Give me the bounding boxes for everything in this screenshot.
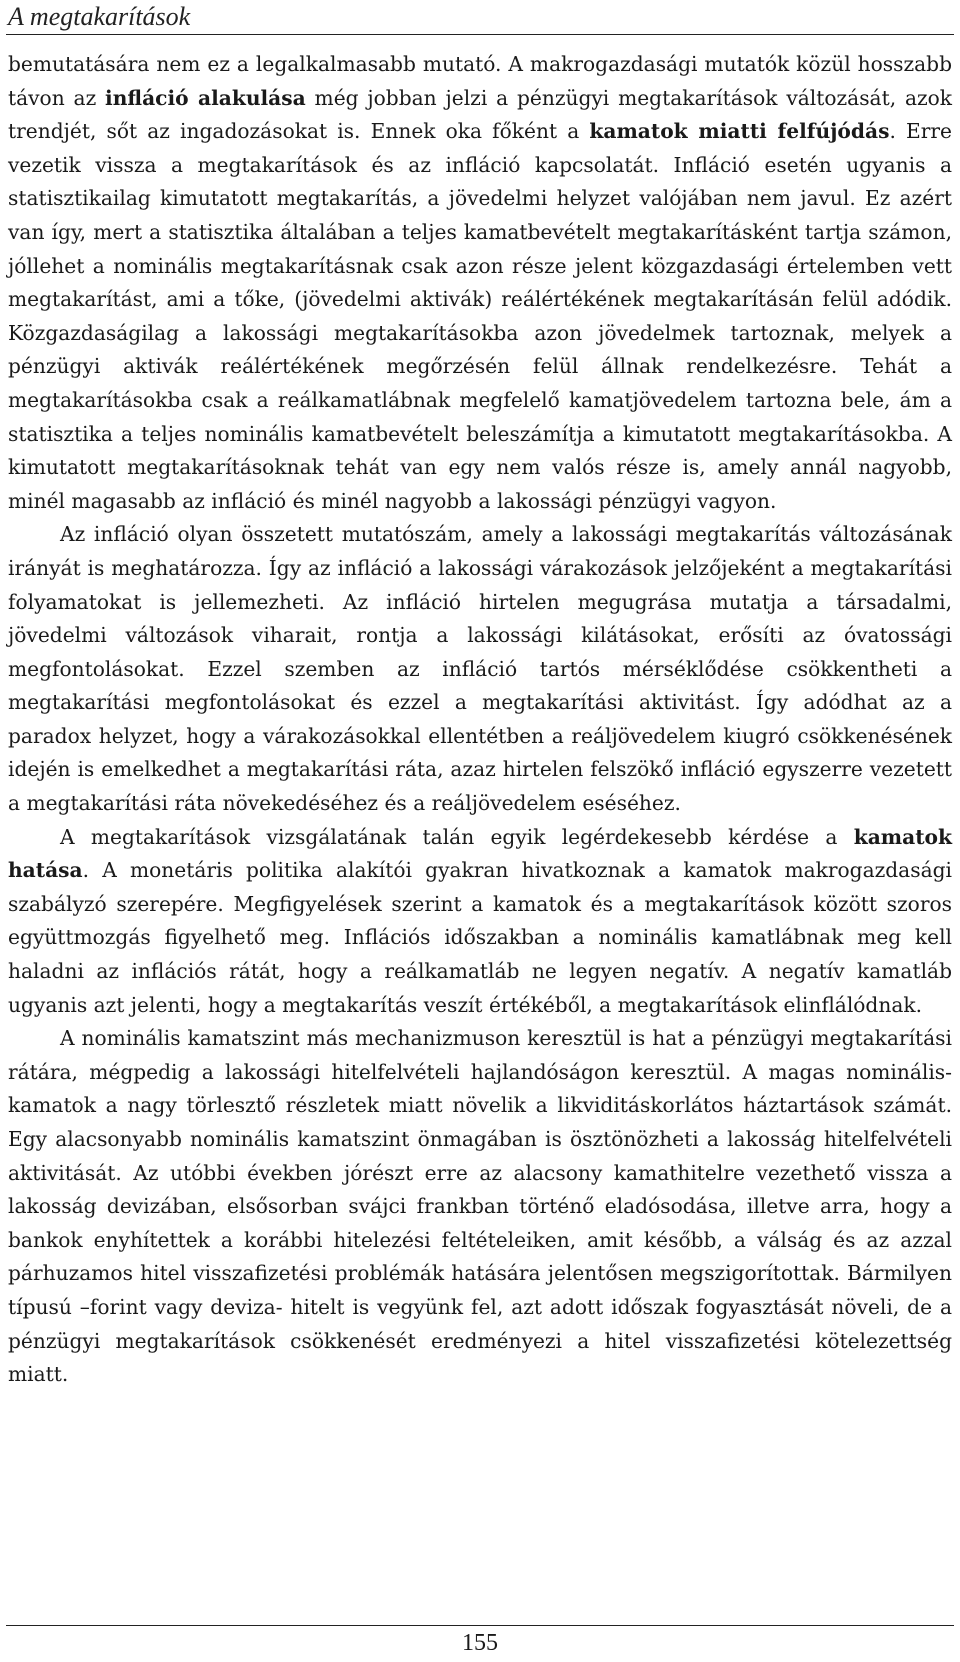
paragraph (8, 1022, 952, 1392)
bold-phrase: kamatok miatti felfújódás (589, 119, 890, 144)
body-text (8, 48, 952, 1392)
text-run: . Erre vezetik vissza a megtakarítások és az infláció kapcsolatát. Infláció esetén ugyanis a statisztikailag kimutatott megtakarítás, a jövedelmi helyzet valójában nem javul. Ez azért van így, mert a statisztika általában a teljes kamatbevételt megtakarításként tartja számon, jóllehet a nominális megtakarításnak csak azon része jelent közgazdasági értelemben vett megtakarítást, ami a tőke, (jövedelmi aktivák) reálértékének megtakarításán felül adódik. Közgazdaságilag a lakossági megtakarításokba azon jövedelmek tartoznak, melyek a pénzügyi aktivák reálértékének megőrzésén felül állnak rendelkezésre. Tehát a megtakarításokba csak a reálkamatlábnak megfelelő kamatjövedelem tartozna bele, ám a statisztika a teljes nominális kamatbevételt beleszámítja a kimutatott megtakarításokba. A kimutatott megtakarításoknak tehát van egy nem valós része is, amely annál nagyobb, minél magasabb az infláció és minél nagyobb a lakossági pénzügyi vagyon. (8, 119, 952, 513)
running-header-title: A megtakarítások (8, 2, 191, 31)
paragraph (8, 48, 952, 518)
text-run: A megtakarítások vizsgálatának talán egyik legérdekesebb kérdése a (60, 824, 854, 849)
text-run: még jobban jelzi a pénzügyi megtakarítások változását, azok trendjét, sőt az ingadozásokat is. Ennek oka főként a (8, 85, 953, 144)
text-run: . A monetáris politika alakítói gyakran hivatkoznak a kamatok makrogazdasági szabályzó szerepére. Megfigyelések szerint a kamatok és a megtakarítások között szoros együttmozgás figyelhető meg. Inflációs időszakban a nominális kamatlábnak meg kell haladni az inflációs rátát, hogy a reálkamatláb ne legyen negatív. A negatív kamatláb ugyanis azt jelenti, hogy a megtakarítás veszít értékéből, a megtakarítások elinflálódnak. (8, 858, 952, 1017)
bold-phrase: kamatok hatása (8, 824, 952, 883)
paragraph (8, 518, 952, 820)
text-run: Az infláció olyan összetett mutatószám, amely a lakossági megtakarítás változásának irányát is meghatározza. Így az infláció a lakossági várakozások jelzőjeként a megtakarítási folyamatokat is jellemezheti. Az infláció hirtelen megugrása mutatja a társadalmi, jövedelmi változások viharait, rontja a lakossági kilátásokat, erősíti az óvatossági megfontolásokat. Ezzel szemben az infláció tartós mérséklődése csökkentheti a megtakarítási megfontolásokat és ezzel a megtakarítási aktivitást. Így adódhat az a paradox helyzet, hogy a várakozásokkal ellentétben a reáljövedelem kiugró csökkenésének idején is emelkedhet a megtakarítási ráta, azaz hirtelen felszökő infláció egyszerre vezetett a megtakarítási ráta növekedéséhez és a reáljövedelem eséséhez. (8, 522, 952, 816)
page-number: 155 (462, 1630, 498, 1656)
text-run: bemutatására nem ez a legalkalmasabb mutató. A makrogazdasági mutatók közül hosszabb távon az (8, 52, 952, 110)
running-header (6, 0, 954, 35)
paragraph (8, 821, 952, 1023)
bold-phrase: infláció alakulása (105, 85, 306, 110)
footer-rule (6, 1625, 954, 1626)
text-run: A nominális kamatszint más mechanizmuson keresztül is hat a pénzügyi megtakarítási rátára, mégpedig a lakossági hitelfelvételi hajlandóságon keresztül. A magas nomináliskamatok a nagy törlesztő részletek miatt növelik a likviditáskorlátos háztartások számát. Egy alacsonyabb nominális kamatszint önmagában is ösztönözheti a lakosság hitelfelvételi aktivitását. Az utóbbi években jórészt erre az alacsony kamathitelre vezethető vissza a lakosság devizában, elsősorban svájci frankban történő eladósodása, illetve arra, hogy a bankok enyhítettek a korábbi hitelezési feltételeiken, amit később, a válság és az azzal párhuzamos hitel visszafizetési problémák hatására jelentősen megszigorítottak. Bármilyen típusú –forint vagy deviza- hitelt is vegyünk fel, azt adott időszak fogyasztását növeli, de a pénzügyi megtakarítások csökkenését eredményezi a hitel visszafizetési kötelezettség miatt. (8, 1026, 952, 1387)
